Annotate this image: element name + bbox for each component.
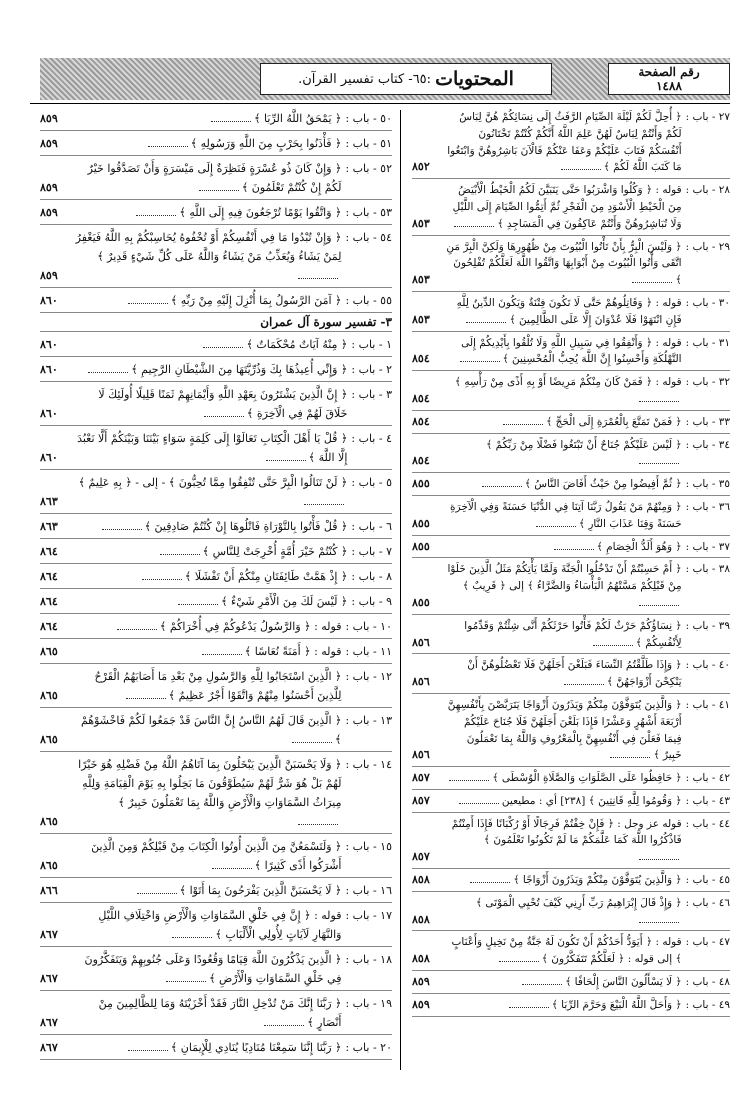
toc-entry[interactable]: [40, 991, 392, 1035]
chapter-number: ٤٢ - باب :: [685, 772, 730, 785]
chapter-title: قوله عز وجل : ﴿ فَإِنْ خِفْتُمْ فَرِجَالًا أَوْ رُكْبَانًا فَإِذَا أَمِنْتُمْ فَاذْكُرُوا اللَّهَ كَمَا عَلَّمَكُمْ مَا لَمْ تَكُونُوا تَعْلَمُونَ ﴾: [451, 817, 682, 847]
chapter-title: ﴿ أُحِلَّ لَكُمْ لَيْلَةَ الصِّيَامِ الرَّفَثُ إِلَى نِسَائِكُمْ هُنَّ لِبَاسٌ لَكُمْ وَأَنْتُمْ لِبَاسٌ لَهُنَّ عَلِمَ اللَّهُ أَنَّكُمْ كُنْتُمْ تَخْتَانُونَ أَنْفُسَكُمْ فَتَابَ عَلَيْكُمْ وَعَفَا عَنْكُمْ فَالْآنَ بَاشِرُوهُنَّ وَابْتَغُوا مَا كَتَبَ اللَّهُ لَكُمْ ﴾: [447, 111, 682, 174]
page-ref: ٨٥٤: [412, 414, 430, 428]
toc-entry[interactable]: [412, 292, 730, 332]
toc-entry[interactable]: [412, 767, 730, 790]
page-ref: ٨٦٥: [40, 645, 58, 658]
chapter-number: ٣٤ - باب :: [685, 438, 730, 451]
leader-dots: [499, 953, 539, 962]
chapter-number: ٦ - باب :: [351, 520, 392, 533]
chapter-title: ﴿ قُلْ يَا أَهْلَ الْكِتَابِ تَعَالَوْا إِلَى كَلِمَةٍ سَوَاءٍ بَيْنَنَا وَبَيْنَكُمْ أَلَّا نَعْبُدَ إِلَّا اللَّهَ ﴾: [77, 432, 348, 464]
leader-dots: [292, 734, 332, 743]
chapter-number: ٣٧ - باب :: [685, 540, 730, 553]
leader-dots: [298, 816, 338, 825]
leader-dots: [304, 496, 344, 505]
chapter-number: ٤٥ - باب :: [685, 874, 730, 887]
toc-entry[interactable]: [412, 654, 730, 694]
page-ref: ٨٥٧: [412, 771, 430, 785]
toc-entry[interactable]: [412, 694, 730, 767]
leader-dots: [172, 929, 212, 938]
page-ref: ٨٦٤: [40, 570, 58, 583]
chapter-title: ﴿ وَقُومُوا لِلَّهِ قَانِتِينَ ﴾ [٢٣٨] أي : مطيعين: [501, 794, 682, 807]
page-ref: ٨٥٣: [412, 216, 430, 230]
toc-entry[interactable]: [40, 752, 392, 834]
leader-dots: [639, 393, 679, 402]
leader-dots: [503, 416, 543, 425]
chapter-number: ٤١ - باب :: [685, 698, 730, 711]
leader-dots: [459, 795, 499, 804]
page-ref: ٨٦٧: [40, 928, 58, 941]
toc-entry[interactable]: [40, 106, 392, 131]
page-ref: ٨٦٥: [40, 689, 58, 702]
toc-entry[interactable]: [412, 892, 730, 932]
chapter-title: ﴿ وَلَيْسَ الْبِرُّ بِأَنْ تَأْتُوا الْبُيُوتَ مِنْ ظُهُورِهَا وَلَكِنَّ الْبِرَّ مَنِ اتَّقَى وَأْتُوا الْبُيُوتَ مِنْ أَبْوَابِهَا وَاتَّقُوا اللَّهَ لَعَلَّكُمْ تُفْلِحُونَ ﴾: [446, 240, 682, 287]
chapter-number: ٤٦ - باب :: [685, 896, 730, 909]
page-ref: ٨٥٩: [40, 181, 58, 194]
leader-dots: [136, 207, 176, 216]
toc-entry[interactable]: [40, 225, 392, 288]
leader-dots: [298, 270, 338, 279]
chapter-number: ٢٧ - باب :: [685, 111, 730, 123]
book-title: :٦٥- كتاب تفسير القرآن.: [298, 71, 432, 87]
toc-entry[interactable]: [412, 536, 730, 559]
page-ref: ٨٦٠: [40, 363, 58, 376]
leader-dots: [160, 546, 200, 555]
chapter-number: ١٢ - باب :: [345, 670, 392, 683]
page-ref: ٨٦٥: [40, 733, 58, 746]
page-number-box: [608, 63, 730, 95]
leader-dots: [102, 521, 142, 530]
page-ref: ٨٥٣: [412, 273, 430, 287]
toc-entry[interactable]: [40, 470, 392, 514]
page-ref: ٨٥٩: [40, 269, 58, 282]
leader-dots: [202, 646, 242, 655]
page-ref: ٨٥٥: [412, 539, 430, 553]
page-ref: ٨٥٦: [412, 675, 430, 689]
toc-entry[interactable]: [412, 615, 730, 655]
chapter-title: ﴿ إِنَّ الَّذِينَ يَشْتَرُونَ بِعَهْدِ اللَّهِ وَأَيْمَانِهِمْ ثَمَنًا قَلِيلًا أُولَئِكَ لَا خَلَاقَ لَهُمْ فِي الْآخِرَةِ ﴾: [98, 388, 348, 420]
toc-entry[interactable]: [412, 813, 730, 869]
toc-entry[interactable]: [40, 426, 392, 470]
toc-entry[interactable]: [412, 994, 730, 1017]
chapter-number: ٢٩ - باب :: [685, 240, 730, 253]
toc-entry[interactable]: [412, 971, 730, 994]
chapter-number: ٥٥ - باب :: [345, 294, 392, 307]
leader-dots: [554, 541, 594, 550]
page-ref: ٨٦٦: [40, 884, 58, 897]
page-ref: ٨٥٧: [412, 850, 430, 864]
chapter-number: ٨ - باب :: [351, 570, 392, 583]
chapter-title: ﴿ يَمْحَقُ اللَّهُ الرِّبَا ﴾: [254, 112, 342, 125]
page-ref: ٨٦٠: [40, 451, 58, 464]
leader-dots: [470, 874, 510, 883]
chapter-title: ﴿ حَافِظُوا عَلَى الصَّلَوَاتِ وَالصَّلَاةِ الْوُسْطَى ﴾: [492, 772, 682, 785]
leader-dots: [211, 113, 251, 122]
chapter-number: ٣١ - باب :: [685, 336, 730, 349]
toc-entry[interactable]: [412, 371, 730, 411]
leader-dots: [137, 885, 177, 894]
leader-dots: [639, 597, 679, 606]
page-ref: ٨٥٤: [412, 391, 430, 405]
toc-entry[interactable]: [40, 156, 392, 200]
header-rule: [30, 103, 730, 104]
leader-dots: [212, 860, 252, 869]
toc-entry[interactable]: [412, 473, 730, 496]
leader-dots: [449, 772, 489, 781]
page-ref: ٨٦٣: [40, 520, 58, 533]
page-ref: ٨٥٢: [412, 160, 430, 174]
toc-entry[interactable]: [40, 664, 392, 708]
leader-dots: [166, 973, 206, 982]
leader-dots: [266, 452, 306, 461]
chapter-title: ﴿ نِسَاؤُكُمْ حَرْثٌ لَكُمْ فَأْتُوا حَرْثَكُمْ أَنَّى شِئْتُمْ وَقَدِّمُوا لِأَنْفُسِكُمْ ﴾: [464, 619, 682, 649]
chapter-number: ٣٨ - باب :: [685, 563, 730, 576]
chapter-number: ٢٨ - باب :: [685, 184, 730, 197]
chapter-title: ﴿ لَا يَحْسَبَنَّ الَّذِينَ يَفْرَحُونَ بِمَا أَتَوْا ﴾: [179, 884, 342, 897]
page-ref: ٨٥٦: [412, 748, 430, 762]
chapter-number: ٣٣ - باب :: [685, 415, 730, 428]
chapter-number: ٢٠ - باب :: [345, 1041, 392, 1054]
leader-dots: [203, 339, 243, 348]
chapter-number: ٤٩ - باب :: [685, 998, 730, 1011]
page-number: ١٤٨٨: [656, 79, 682, 93]
contents-column-right: [412, 106, 730, 1017]
chapter-number: ١٦ - باب :: [345, 884, 392, 897]
page-ref: ٨٦٠: [40, 294, 58, 307]
toc-entry[interactable]: [40, 878, 392, 903]
page-ref: ٨٦٤: [40, 545, 58, 558]
chapter-number: ٤٤ - باب :: [685, 817, 730, 830]
chapter-number: ٤٣ - باب :: [685, 794, 730, 807]
chapter-number: ٤٠ - باب :: [685, 659, 730, 672]
chapter-number: ٤٧ - باب :: [685, 936, 730, 949]
chapter-title: ﴿ وَإِنْ كَانَ ذُو عُسْرَةٍ فَنَظِرَةٌ إِلَى مَيْسَرَةٍ وَأَنْ تَصَدَّقُوا خَيْرٌ لَكُمْ إِنْ كُنْتُمْ تَعْلَمُونَ ﴾: [87, 162, 342, 194]
chapter-number: ١٧ - باب :: [345, 909, 392, 922]
chapter-title: قوله : ﴿ فَمَنْ كَانَ مِنْكُمْ مَرِيضًا أَوْ بِهِ أَذًى مِنْ رَأْسِهِ ﴾: [454, 376, 682, 389]
contents-column-left: [40, 106, 392, 1060]
toc-entry[interactable]: [412, 869, 730, 892]
toc-entry[interactable]: [40, 357, 392, 382]
toc-entry[interactable]: [40, 639, 392, 664]
page-ref: ٨٦٤: [40, 620, 58, 633]
toc-entry[interactable]: [412, 179, 730, 235]
chapter-title: ﴿ فَمَنْ تَمَتَّعَ بِالْعُمْرَةِ إِلَى الْحَجِّ ﴾: [546, 415, 682, 428]
leader-dots: [639, 455, 679, 464]
page-ref: ٨٥٥: [412, 477, 430, 491]
leader-dots: [561, 161, 601, 170]
toc-entry[interactable]: [412, 106, 730, 179]
chapter-title: ﴿ ثُمَّ أَفِيضُوا مِنْ حَيْثُ أَفَاضَ النَّاسُ ﴾: [524, 478, 682, 491]
chapter-title: ﴿ مِنْهُ آيَاتٌ مُحْكَمَاتٌ ﴾: [246, 338, 348, 351]
chapter-number: ١١ - باب :: [345, 645, 392, 658]
leader-dots: [88, 364, 128, 373]
page-ref: ٨٥٣: [412, 312, 430, 326]
toc-entry[interactable]: [40, 834, 392, 878]
page-ref: ٨٥٨: [412, 952, 430, 966]
leader-dots: [178, 596, 218, 605]
toc-entry[interactable]: [40, 200, 392, 225]
chapter-number: ٩ - باب :: [351, 595, 392, 608]
leader-dots: [536, 518, 576, 527]
chapter-title: ﴿ الَّذِينَ قَالَ لَهُمُ النَّاسُ إِنَّ النَّاسَ قَدْ جَمَعُوا لَكُمْ فَاخْشَوْهُمْ ﴾: [80, 714, 342, 746]
chapter-number: ٧ - باب :: [351, 545, 392, 558]
toc-entry[interactable]: [412, 236, 730, 292]
leader-dots: [454, 218, 494, 227]
page-ref: ٨٥٨: [412, 912, 430, 926]
page-ref: ٨٦٥: [40, 815, 58, 828]
chapter-title: ﴿ فَأْذَنُوا بِحَرْبٍ مِنَ اللَّهِ وَرَسُولِهِ ﴾: [190, 137, 342, 150]
chapter-number: ٣٠ - باب :: [685, 296, 730, 309]
leader-dots: [564, 676, 604, 685]
column-divider: [400, 110, 401, 1070]
page-ref: ٨٥٧: [412, 793, 430, 807]
chapter-title: ﴿ إِذْ هَمَّتْ طَائِفَتَانِ مِنْكُمْ أَنْ تَفْشَلَا ﴾: [184, 570, 348, 583]
chapter-title: قوله : ﴿ وَقَاتِلُوهُمْ حَتَّى لَا تَكُونَ فِتْنَةٌ وَيَكُونَ الدِّينُ لِلَّهِ فَإِنِ انْتَهَوْا فَلَا عُدْوَانَ إِلَّا عَلَى الظَّالِمِينَ ﴾: [456, 296, 682, 326]
chapter-title: ﴿ لَيْسَ عَلَيْكُمْ جُنَاحٌ أَنْ تَبْتَغُوا فَضْلًا مِنْ رَبِّكُمْ ﴾: [486, 438, 682, 451]
page-ref: ٨٦٧: [40, 972, 58, 985]
toc-entry[interactable]: [40, 539, 392, 564]
chapter-number: ٣٢ - باب :: [685, 376, 730, 389]
chapter-title: ﴿ لَنْ تَنَالُوا الْبِرَّ حَتَّى تُنْفِقُوا مِمَّا تُحِبُّونَ ﴾ - إلى - ﴿ بِهِ عَلِيمٌ ﴾: [78, 476, 348, 489]
chapter-title: ﴿ وَمِنْهُمْ مَنْ يَقُولُ رَبَّنَا آتِنَا فِي الدُّنْيَا حَسَنَةً وَفِي الْآخِرَةِ حَسَنَةً وَقِنَا عَذَابَ النَّارِ ﴾: [450, 500, 682, 530]
toc-entry[interactable]: [412, 790, 730, 813]
chapter-number: ٥٣ - باب :: [345, 206, 392, 219]
page-ref: ٨٥٩: [40, 137, 58, 150]
surah-heading: ٣- تفسير سورة آل عمران: [40, 313, 392, 332]
page-ref: ٨٦٣: [40, 495, 58, 508]
chapter-title: ﴿ آمَنَ الرَّسُولُ بِمَا أُنْزِلَ إِلَيْهِ مِنْ رَبِّهِ ﴾: [170, 294, 342, 307]
toc-entry[interactable]: [412, 558, 730, 614]
page-ref: ٨٥٦: [412, 635, 430, 649]
chapter-number: ١٠ - باب :: [345, 620, 392, 633]
chapter-number: ١٥ - باب :: [345, 840, 392, 853]
chapter-title: ﴿ رَبَّنَا إِنَّكَ مَنْ تُدْخِلِ النَّارَ فَقَدْ أَخْزَيْتَهُ وَمَا لِلظَّالِمِينَ مِنْ أَنْصَارٍ ﴾: [98, 997, 342, 1029]
leader-dots: [610, 749, 650, 758]
page-ref: ٨٦٤: [40, 595, 58, 608]
leader-dots: [466, 314, 506, 323]
toc-entry[interactable]: [412, 411, 730, 434]
toc-entry[interactable]: [40, 589, 392, 614]
chapter-number: ٥ - باب :: [351, 476, 392, 489]
toc-entry[interactable]: [40, 332, 392, 357]
chapter-title: ﴿ أَمْ حَسِبْتُمْ أَنْ تَدْخُلُوا الْجَنَّةَ وَلَمَّا يَأْتِكُمْ مَثَلُ الَّذِينَ خَلَوْا مِنْ قَبْلِكُمْ مَسَّتْهُمُ الْبَأْسَاءُ وَالضَّرَّاءُ ﴾ إلى ﴿ قَرِيبٌ ﴾: [447, 563, 682, 593]
chapter-title: قوله : ﴿ أَيَوَدُّ أَحَدُكُمْ أَنْ تَكُونَ لَهُ جَنَّةٌ مِنْ نَخِيلٍ وَأَعْنَابٍ ﴾ إلى قوله : ﴿ لَعَلَّكُمْ تَتَفَكَّرُونَ ﴾: [451, 936, 682, 966]
leader-dots: [264, 1017, 304, 1026]
leader-dots: [128, 1042, 168, 1051]
contents-title-box: [260, 63, 552, 95]
chapter-title: ﴿ لَا يَسْأَلُونَ النَّاسَ إِلْحَافًا ﴾: [565, 976, 682, 989]
leader-dots: [204, 408, 244, 417]
leader-dots: [639, 851, 679, 860]
toc-entry[interactable]: [40, 131, 392, 156]
chapter-title: ﴿ وَإِذْ قَالَ إِبْرَاهِيمُ رَبِّ أَرِنِي كَيْفَ تُحْيِي الْمَوْتَى ﴾: [475, 896, 682, 909]
page-ref: ٨٦٠: [40, 407, 58, 420]
chapter-title: ﴿ وَأَحَلَّ اللَّهُ الْبَيْعَ وَحَرَّمَ الرِّبَا ﴾: [551, 998, 682, 1011]
page-ref: ٨٥٤: [412, 352, 430, 366]
chapter-number: ٥٤ - باب :: [345, 231, 392, 244]
page-ref: ٨٥٩: [40, 206, 58, 219]
toc-entry[interactable]: [412, 332, 730, 372]
chapter-title: ﴿ وَاتَّقُوا يَوْمًا تُرْجَعُونَ فِيهِ إِلَى اللَّهِ ﴾: [179, 206, 342, 219]
chapter-title: ﴿ الَّذِينَ يَذْكُرُونَ اللَّهَ قِيَامًا وَقُعُودًا وَعَلَى جُنُوبِهِمْ وَيَتَفَكَّرُونَ فِي خَلْقِ السَّمَاوَاتِ وَالْأَرْضِ ﴾: [84, 953, 342, 985]
page-ref: ٨٥٤: [412, 454, 430, 468]
leader-dots: [460, 353, 500, 362]
chapter-title: ﴿ رَبَّنَا إِنَّنَا سَمِعْنَا مُنَادِيًا يُنَادِي لِلْإِيمَانِ ﴾: [170, 1041, 342, 1054]
leader-dots: [509, 999, 549, 1008]
chapter-title: ﴿ وَالَّذِينَ يُتَوَفَّوْنَ مِنْكُمْ وَيَذَرُونَ أَزْوَاجًا يَتَرَبَّصْنَ بِأَنْفُسِهِنَّ أَرْبَعَةَ أَشْهُرٍ وَعَشْرًا فَإِذَا بَلَغْنَ أَجَلَهُنَّ فَلَا جُنَاحَ عَلَيْكُمْ فِيمَا فَعَلْنَ فِي أَنْفُسِهِنَّ بِالْمَعْرُوفِ وَاللَّهُ بِمَا تَعْمَلُونَ خَبِيرٌ ﴾: [447, 698, 682, 762]
chapter-number: ٤ - باب :: [351, 432, 392, 445]
toc-entry[interactable]: [40, 1035, 392, 1060]
chapter-title: ﴿ وَلَتَسْمَعُنَّ مِنَ الَّذِينَ أُوتُوا الْكِتَابَ مِنْ قَبْلِكُمْ وَمِنَ الَّذِينَ أَشْرَكُوا أَذًى كَثِيرًا ﴾: [91, 840, 342, 872]
toc-entry[interactable]: [40, 708, 392, 752]
leader-dots: [639, 914, 679, 923]
chapter-title: ﴿ وَإِنْ تُبْدُوا مَا فِي أَنْفُسِكُمْ أَوْ تُخْفُوهُ يُحَاسِبْكُمْ بِهِ اللَّهُ فَيَغْفِرُ لِمَنْ يَشَاءُ وَيُعَذِّبُ مَنْ يَشَاءُ وَاللَّهُ عَلَى كُلِّ شَيْءٍ قَدِيرٌ ﴾: [75, 231, 342, 263]
leader-dots: [482, 478, 522, 487]
chapter-title: ﴿ وَهُوَ أَلَدُّ الْخِصَامِ ﴾: [596, 540, 682, 553]
chapter-number: ٥١ - باب :: [345, 137, 392, 150]
chapter-number: ١٩ - باب :: [345, 997, 392, 1010]
toc-entry[interactable]: [40, 947, 392, 991]
page-ref: ٨٥٨: [412, 873, 430, 887]
page-ref: ٨٦٧: [40, 1041, 58, 1054]
chapter-title: ﴿ وَلَا يَحْسَبَنَّ الَّذِينَ يَبْخَلُونَ بِمَا آتَاهُمُ اللَّهُ مِنْ فَضْلِهِ هُوَ خَيْرًا لَهُمْ بَلْ هُوَ شَرٌّ لَهُمْ سَيُطَوَّقُونَ مَا بَخِلُوا بِهِ يَوْمَ الْقِيَامَةِ وَلِلَّهِ مِيرَاثُ السَّمَاوَاتِ وَالْأَرْضِ وَاللَّهُ بِمَا تَعْمَلُونَ خَبِيرٌ ﴾: [78, 758, 342, 809]
toc-entry[interactable]: [40, 614, 392, 639]
chapter-number: ١٣ - باب :: [345, 714, 392, 727]
page-ref: ٨٦٧: [40, 1016, 58, 1029]
chapter-number: ٥٢ - باب :: [345, 162, 392, 175]
chapter-title: قوله : ﴿ أَمَنَةً نُعَاسًا ﴾: [244, 645, 342, 658]
toc-entry[interactable]: [412, 434, 730, 474]
toc-entry[interactable]: [40, 514, 392, 539]
chapter-number: ١٨ - باب :: [345, 953, 392, 966]
leader-dots: [142, 571, 182, 580]
leader-dots: [126, 690, 166, 699]
page-ref: ٨٥٥: [412, 595, 430, 609]
chapter-title: ﴿ كُنْتُمْ خَيْرَ أُمَّةٍ أُخْرِجَتْ لِلنَّاسِ ﴾: [202, 545, 348, 558]
toc-entry[interactable]: [412, 496, 730, 536]
chapter-number: ٢ - باب :: [351, 363, 392, 376]
chapter-number: ٣٥ - باب :: [685, 478, 730, 491]
leader-dots: [117, 621, 157, 630]
chapter-title: ﴿ وَالَّذِينَ يُتَوَفَّوْنَ مِنْكُمْ وَيَذَرُونَ أَزْوَاجًا ﴾: [513, 874, 682, 887]
chapter-title: ﴿ وَإِنِّي أُعِيذُهَا بِكَ وَذُرِّيَّتَهَا مِنَ الشَّيْطَانِ الرَّجِيمِ ﴾: [131, 363, 348, 376]
chapter-number: ٣ - باب :: [351, 388, 392, 401]
chapter-title: ﴿ لَيْسَ لَكَ مِنَ الْأَمْرِ شَيْءٌ ﴾: [221, 595, 348, 608]
toc-entry[interactable]: [40, 382, 392, 426]
chapter-number: ٥٠ - باب :: [345, 112, 392, 125]
page-number-label: رقم الصفحة: [638, 65, 700, 79]
leader-dots: [128, 295, 168, 304]
page-header: [40, 58, 730, 100]
leader-dots: [522, 976, 562, 985]
leader-dots: [148, 138, 188, 147]
chapter-number: ٣٦ - باب :: [685, 500, 730, 513]
chapter-number: ٤٨ - باب :: [685, 976, 730, 989]
chapter-title: ﴿ قُلْ فَأْتُوا بِالتَّوْرَاةِ فَاتْلُوهَا إِنْ كُنْتُمْ صَادِقِينَ ﴾: [144, 520, 348, 533]
chapter-title: قوله : ﴿ وَالرَّسُولُ يَدْعُوكُمْ فِي أُخْرَاكُمْ ﴾: [159, 620, 342, 633]
toc-entry[interactable]: [40, 564, 392, 589]
toc-entry[interactable]: [412, 931, 730, 971]
leader-dots: [632, 274, 672, 283]
page-ref: ٨٥٩: [40, 112, 58, 125]
chapter-title: ﴿ الَّذِينَ اسْتَجَابُوا لِلَّهِ وَالرَّسُولِ مِنْ بَعْدِ مَا أَصَابَهُمُ الْقَرْحُ لِلَّذِينَ أَحْسَنُوا مِنْهُمْ وَاتَّقَوْا أَجْرٌ عَظِيمٌ ﴾: [94, 670, 342, 702]
page-ref: ٨٥٩: [412, 997, 430, 1011]
chapter-title: قوله : ﴿ وَأَنْفِقُوا فِي سَبِيلِ اللَّهِ وَلَا تُلْقُوا بِأَيْدِيكُمْ إِلَى التَّهْلُكَةِ وَأَحْسِنُوا إِنَّ اللَّهَ يُحِبُّ الْمُحْسِنِينَ ﴾: [461, 336, 682, 366]
leader-dots: [199, 182, 239, 191]
page-ref: ٨٦٠: [40, 338, 58, 351]
chapter-title: ﴿ وَإِذَا طَلَّقْتُمُ النِّسَاءَ فَبَلَغْنَ أَجَلَهُنَّ فَلَا تَعْضُلُوهُنَّ أَنْ يَنْكِحْنَ أَزْوَاجَهُنَّ ﴾: [467, 659, 682, 689]
page-ref: ٨٥٩: [412, 975, 430, 989]
toc-entry[interactable]: [40, 903, 392, 947]
page-ref: ٨٥٥: [412, 516, 430, 530]
toc-entry[interactable]: [40, 288, 392, 313]
leader-dots: [593, 637, 633, 646]
chapter-number: ٣٩ - باب :: [685, 619, 730, 632]
chapter-title: قوله : ﴿ إِنَّ فِي خَلْقِ السَّمَاوَاتِ وَالْأَرْضِ وَاخْتِلَافِ اللَّيْلِ وَالنَّهَارِ لَآيَاتٍ لِأُولِي الْأَلْبَابِ ﴾: [98, 909, 342, 941]
page-ref: ٨٦٥: [40, 859, 58, 872]
contents-title: المحتويات: [435, 68, 514, 90]
chapter-number: ١٤ - باب :: [345, 758, 392, 771]
chapter-title: قوله : ﴿ وَكُلُوا وَاشْرَبُوا حَتَّى يَتَبَيَّنَ لَكُمُ الْخَيْطُ الْأَبْيَضُ مِنَ الْخَيْطِ الْأَسْوَدِ مِنَ الْفَجْرِ ثُمَّ أَتِمُّوا الصِّيَامَ إِلَى اللَّيْلِ وَلَا تُبَاشِرُوهُنَّ وَأَنْتُمْ عَاكِفُونَ فِي الْمَسَاجِدِ ﴾: [452, 184, 682, 230]
chapter-number: ١ - باب :: [351, 338, 392, 351]
